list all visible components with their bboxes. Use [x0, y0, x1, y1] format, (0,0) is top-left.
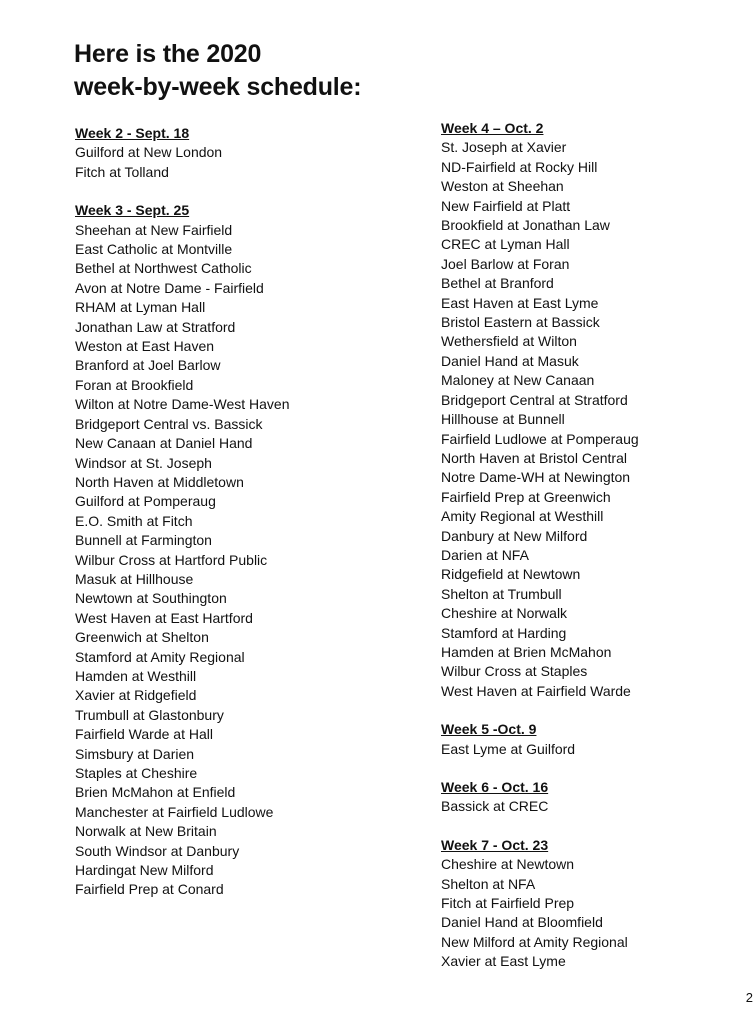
- game-item: Bethel at Branford: [441, 275, 554, 292]
- game-item: Weston at East Haven: [75, 338, 215, 355]
- game-item: Fairfield Prep at Greenwich: [441, 488, 611, 505]
- game-item: New Canaan at Daniel Hand: [75, 435, 253, 452]
- week-section: [75, 201, 395, 900]
- week-heading: Week 7 - Oct. 23: [441, 836, 549, 853]
- game-item: East Haven at East Lyme: [441, 294, 599, 311]
- title-line-2: week-by-week schedule:: [74, 73, 362, 101]
- game-item: Weston at Sheehan: [441, 178, 564, 195]
- game-item: Stamford at Harding: [441, 624, 567, 641]
- game-item: Foran at Brookfield: [75, 376, 194, 393]
- week-heading: Week 3 - Sept. 25: [75, 202, 190, 219]
- game-item: Fairfield Ludlowe at Pomperaug: [441, 430, 639, 447]
- week-heading: Week 4 – Oct. 2: [441, 120, 544, 136]
- game-item: Shelton at Trumbull: [441, 585, 562, 602]
- game-item: Simsbury at Darien: [75, 745, 195, 762]
- game-item: South Windsor at Danbury: [75, 842, 240, 859]
- game-item: Fairfield Prep at Conard: [75, 881, 224, 898]
- game-item: North Haven at Bristol Central: [441, 449, 627, 466]
- left-column: [75, 124, 395, 919]
- game-item: Notre Dame-WH at Newington: [441, 469, 631, 486]
- game-item: Ridgefield at Newtown: [441, 566, 581, 583]
- game-item: Wilbur Cross at Staples: [441, 663, 588, 680]
- game-item: Masuk at Hillhouse: [75, 570, 194, 587]
- week-heading: Week 2 - Sept. 18: [75, 125, 190, 141]
- game-item: Bethel at Northwest Catholic: [75, 260, 252, 277]
- game-item: Cheshire at Newtown: [441, 856, 575, 873]
- week-section: [441, 720, 741, 759]
- game-item: Staples at Cheshire: [75, 765, 198, 781]
- game-item: Bassick at CREC: [441, 798, 549, 815]
- game-item: Hardingat New Milford: [75, 862, 214, 879]
- game-item: North Haven at Middletown: [75, 473, 244, 490]
- game-item: Hillhouse at Bunnell: [441, 411, 565, 428]
- week-heading: Week 5 -Oct. 9: [441, 721, 537, 738]
- game-item: Trumbull at Glastonbury: [75, 706, 224, 723]
- game-item: West Haven at East Hartford: [75, 609, 253, 626]
- game-item: Guilford at Pomperaug: [75, 493, 216, 510]
- game-item: Manchester at Fairfield Ludlowe: [75, 803, 274, 820]
- game-item: Bridgeport Central vs. Bassick: [75, 415, 263, 432]
- game-item: Wethersfield at Wilton: [441, 333, 577, 350]
- game-item: West Haven at Fairfield Warde: [441, 682, 631, 699]
- game-item: Avon at Notre Dame - Fairfield: [75, 279, 264, 296]
- game-item: Brien McMahon at Enfield: [75, 784, 236, 801]
- game-item: Xavier at East Lyme: [441, 953, 566, 970]
- game-item: ND-Fairfield at Rocky Hill: [441, 158, 598, 175]
- game-item: Xavier at Ridgefield: [75, 687, 197, 704]
- game-item: Wilbur Cross at Hartford Public: [75, 551, 268, 568]
- week-heading: Week 6 - Oct. 16: [441, 779, 549, 795]
- game-item: Stamford at Amity Regional: [75, 648, 245, 665]
- game-item: St. Joseph at Xavier: [441, 139, 567, 156]
- game-item: Windsor at St. Joseph: [75, 454, 212, 471]
- game-item: Fitch at Tolland: [75, 163, 169, 180]
- game-item: CREC at Lyman Hall: [441, 236, 570, 253]
- title-line-1: Here is the 2020: [74, 40, 262, 68]
- game-item: Greenwich at Shelton: [75, 629, 209, 646]
- game-item: Sheehan at New Fairfield: [75, 221, 233, 238]
- game-item: Cheshire at Norwalk: [441, 605, 568, 622]
- week-section: [441, 836, 741, 972]
- game-item: Bristol Eastern at Bassick: [441, 314, 600, 331]
- week-section: [441, 119, 741, 701]
- game-item: Brookfield at Jonathan Law: [441, 217, 610, 234]
- game-item: Norwalk at New Britain: [75, 823, 217, 840]
- game-item: Jonathan Law at Stratford: [75, 318, 236, 335]
- page-title: [74, 38, 361, 104]
- page-number: 2: [745, 990, 753, 1005]
- game-item: Hamden at Brien McMahon: [441, 643, 612, 660]
- game-item: New Fairfield at Platt: [441, 197, 571, 214]
- game-item: Hamden at Westhill: [75, 667, 197, 684]
- game-item: Maloney at New Canaan: [441, 372, 595, 389]
- game-item: New Milford at Amity Regional: [441, 933, 628, 950]
- game-item: Newtown at Southington: [75, 590, 227, 607]
- game-item: Fairfield Warde at Hall: [75, 726, 213, 743]
- game-item: Bridgeport Central at Stratford: [441, 391, 628, 408]
- game-item: Daniel Hand at Bloomfield: [441, 914, 603, 931]
- game-item: Branford at Joel Barlow: [75, 357, 221, 374]
- game-item: RHAM at Lyman Hall: [75, 299, 206, 316]
- game-item: Bunnell at Farmington: [75, 532, 212, 549]
- game-item: Darien at NFA: [441, 546, 529, 563]
- game-item: E.O. Smith at Fitch: [75, 512, 193, 529]
- game-item: Shelton at NFA: [441, 875, 536, 892]
- game-item: Daniel Hand at Masuk: [441, 352, 579, 369]
- game-item: Amity Regional at Westhill: [441, 508, 604, 525]
- game-item: Wilton at Notre Dame-West Haven: [75, 396, 290, 413]
- right-column: [441, 119, 741, 991]
- game-item: Fitch at Fairfield Prep: [441, 895, 575, 912]
- game-item: East Catholic at Montville: [75, 241, 233, 258]
- week-section: [441, 778, 741, 817]
- game-item: East Lyme at Guilford: [441, 740, 576, 757]
- game-item: Guilford at New London: [75, 144, 223, 161]
- game-item: Danbury at New Milford: [441, 527, 588, 544]
- week-section: [75, 124, 395, 182]
- game-item: Joel Barlow at Foran: [441, 255, 570, 272]
